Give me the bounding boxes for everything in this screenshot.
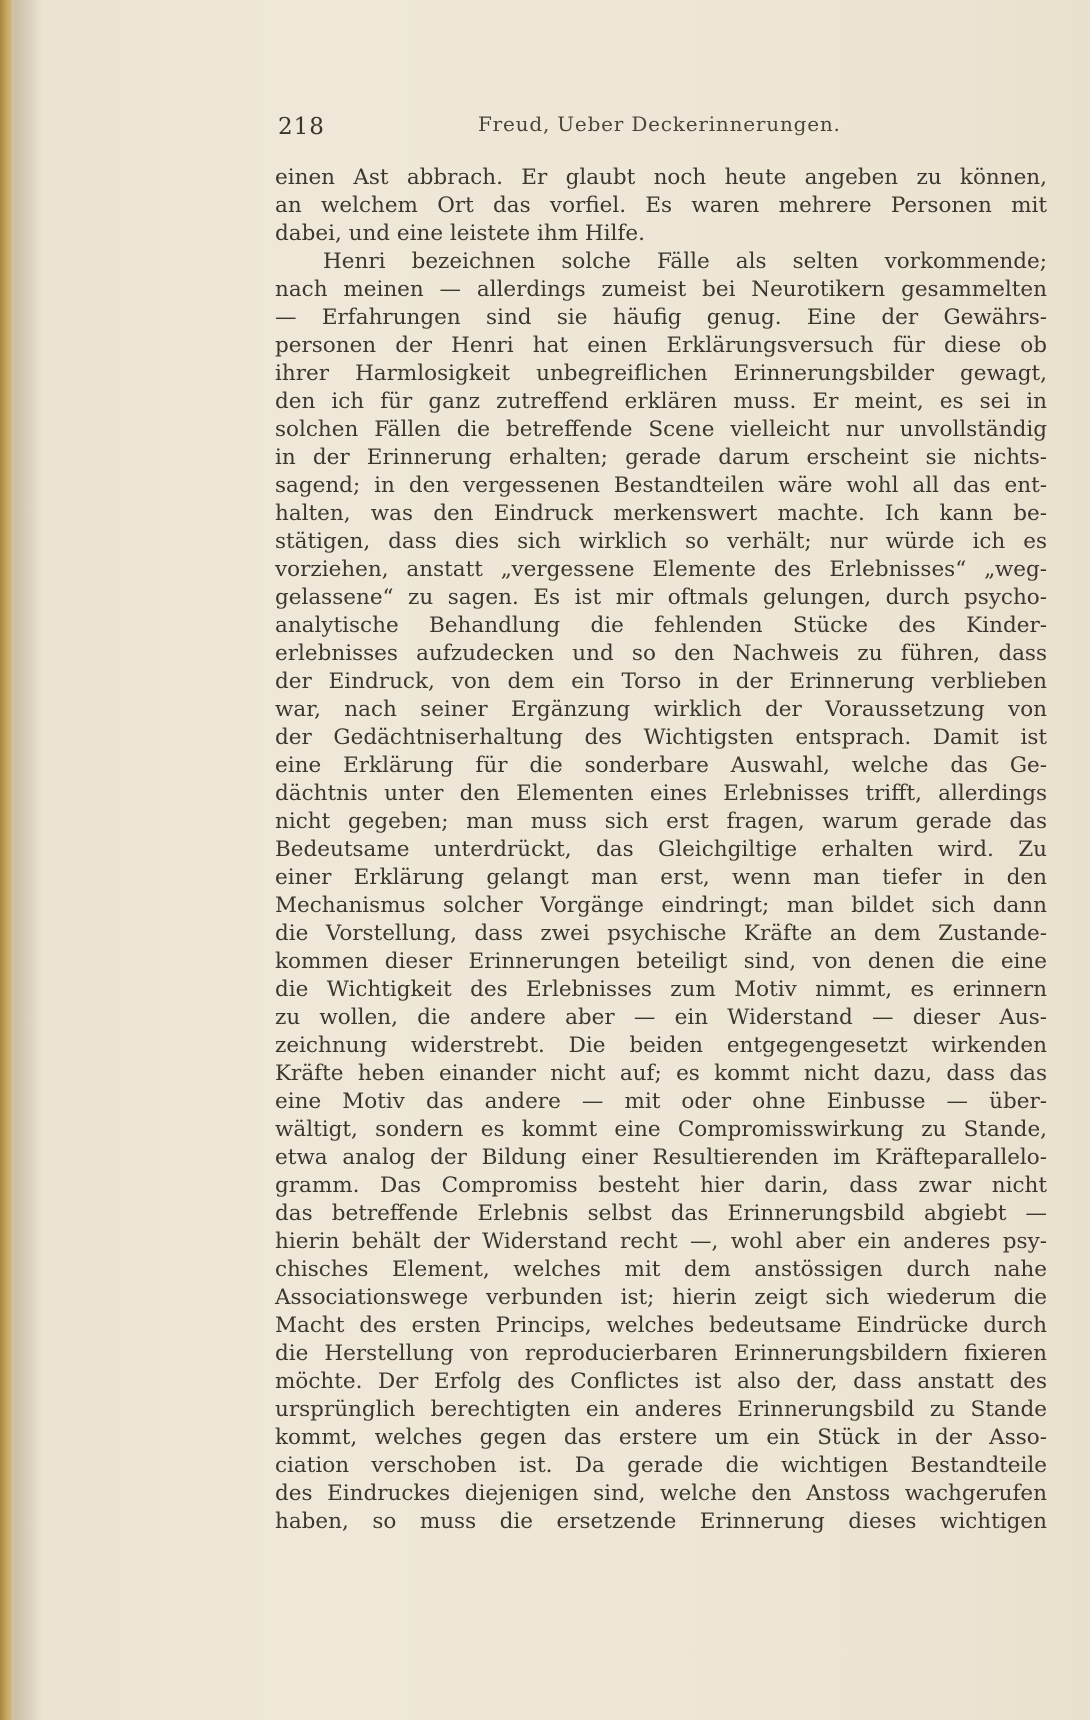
text-line: etwa analog der Bildung einer Resultierenden im Kräfteparallelo- — [275, 1145, 1047, 1170]
text-line: Kräfte heben einander nicht auf; es kommt nicht dazu, dass das — [275, 1061, 1047, 1086]
book-spine-edge — [0, 0, 14, 1720]
text-line: eine Erklärung für die sonderbare Auswahl, welche das Ge- — [275, 753, 1047, 778]
text-line: des Eindruckes diejenigen sind, welche den Anstoss wachgerufen — [275, 1481, 1047, 1506]
text-line: die Herstellung von reproducierbaren Erinnerungsbildern fixieren — [275, 1341, 1047, 1366]
text-line: personen der Henri hat einen Erklärungsversuch für diese ob — [275, 333, 1047, 358]
text-line: nicht gegeben; man muss sich erst fragen, warum gerade das — [275, 809, 1047, 834]
text-line: zu wollen, die andere aber — ein Widerstand — dieser Aus- — [275, 1005, 1047, 1030]
text-line: Henri bezeichnen solche Fälle als selten vorkommende; — [323, 249, 1047, 274]
text-line: sagend; in den vergessenen Bestandteilen wäre wohl all das ent- — [275, 473, 1047, 498]
text-line: dächtnis unter den Elementen eines Erlebnisses trifft, allerdings — [275, 781, 1047, 806]
text-line: hierin behält der Widerstand recht —, wohl aber ein anderes psy- — [275, 1229, 1047, 1254]
text-line: ursprünglich berechtigten ein anderes Erinnerungsbild zu Stande — [275, 1397, 1047, 1422]
text-line: kommen dieser Erinnerungen beteiligt sind, von denen die eine — [275, 949, 1047, 974]
text-line: erlebnisses aufzudecken und so den Nachweis zu führen, dass — [275, 641, 1047, 666]
text-line: Bedeutsame unterdrückt, das Gleichgiltige erhalten wird. Zu — [275, 837, 1047, 862]
text-line: nach meinen — allerdings zumeist bei Neurotikern gesammelten — [275, 277, 1047, 302]
text-line: gramm. Das Compromiss besteht hier darin, dass zwar nicht — [275, 1173, 1047, 1198]
text-line: an welchem Ort das vorfiel. Es waren mehrere Personen mit — [275, 193, 1047, 218]
text-line: stätigen, dass dies sich wirklich so verhält; nur würde ich es — [275, 529, 1047, 554]
text-line: eine Motiv das andere — mit oder ohne Einbusse — über- — [275, 1089, 1047, 1114]
text-line: einen Ast abbrach. Er glaubt noch heute angeben zu können, — [275, 165, 1047, 190]
text-line: — Erfahrungen sind sie häufig genug. Eine der Gewährs- — [275, 305, 1047, 330]
text-line: analytische Behandlung die fehlenden Stücke des Kinder- — [275, 613, 1047, 638]
text-line: wältigt, sondern es kommt eine Compromisswirkung zu Stande, — [275, 1117, 1047, 1142]
text-line: ihrer Harmlosigkeit unbegreiflichen Erinnerungsbilder gewagt, — [275, 361, 1047, 386]
text-line: den ich für ganz zutreffend erklären muss. Er meint, es sei in — [275, 389, 1047, 414]
gutter-shadow — [14, 0, 44, 1720]
text-line: der Eindruck, von dem ein Torso in der Erinnerung verblieben — [275, 669, 1047, 694]
text-line: die Wichtigkeit des Erlebnisses zum Motiv nimmt, es erinnern — [275, 977, 1047, 1002]
running-header — [278, 110, 1048, 144]
text-line: war, nach seiner Ergänzung wirklich der Voraussetzung von — [275, 697, 1047, 722]
text-line: halten, was den Eindruck merkenswert machte. Ich kann be- — [275, 501, 1047, 526]
text-line: kommt, welches gegen das erstere um ein Stück in der Asso- — [275, 1425, 1047, 1450]
text-line: chisches Element, welches mit dem anstössigen durch nahe — [275, 1257, 1047, 1282]
text-line: Associationswege verbunden ist; hierin zeigt sich wiederum die — [275, 1285, 1047, 1310]
text-line: die Vorstellung, dass zwei psychische Kräfte an dem Zustande- — [275, 921, 1047, 946]
text-line: haben, so muss die ersetzende Erinnerung dieses wichtigen — [275, 1509, 1047, 1534]
text-line: zeichnung widerstrebt. Die beiden entgegengesetzt wirkenden — [275, 1033, 1047, 1058]
text-line: vorziehen, anstatt „vergessene Elemente des Erlebnisses“ „weg- — [275, 557, 1047, 582]
text-line: einer Erklärung gelangt man erst, wenn man tiefer in den — [275, 865, 1047, 890]
page-number: 218 — [278, 114, 325, 140]
text-line: der Gedächtniserhaltung des Wichtigsten entsprach. Damit ist — [275, 725, 1047, 750]
body-text — [275, 164, 1047, 1536]
text-line: möchte. Der Erfolg des Conflictes ist also der, dass anstatt des — [275, 1369, 1047, 1394]
text-line: Mechanismus solcher Vorgänge eindringt; man bildet sich dann — [275, 893, 1047, 918]
text-line: solchen Fällen die betreffende Scene vielleicht nur unvollständig — [275, 417, 1047, 442]
text-line: dabei, und eine leistete ihm Hilfe. — [275, 221, 645, 246]
running-title: Freud, Ueber Deckerinnerungen. — [478, 112, 841, 136]
text-line: das betreffende Erlebnis selbst das Erinnerungsbild abgiebt — — [275, 1201, 1047, 1226]
text-line: Macht des ersten Princips, welches bedeutsame Eindrücke durch — [275, 1313, 1047, 1338]
text-line: gelassene“ zu sagen. Es ist mir oftmals gelungen, durch psycho- — [275, 585, 1047, 610]
text-line: in der Erinnerung erhalten; gerade darum erscheint sie nichts- — [275, 445, 1047, 470]
text-line: ciation verschoben ist. Da gerade die wichtigen Bestandteile — [275, 1453, 1047, 1478]
